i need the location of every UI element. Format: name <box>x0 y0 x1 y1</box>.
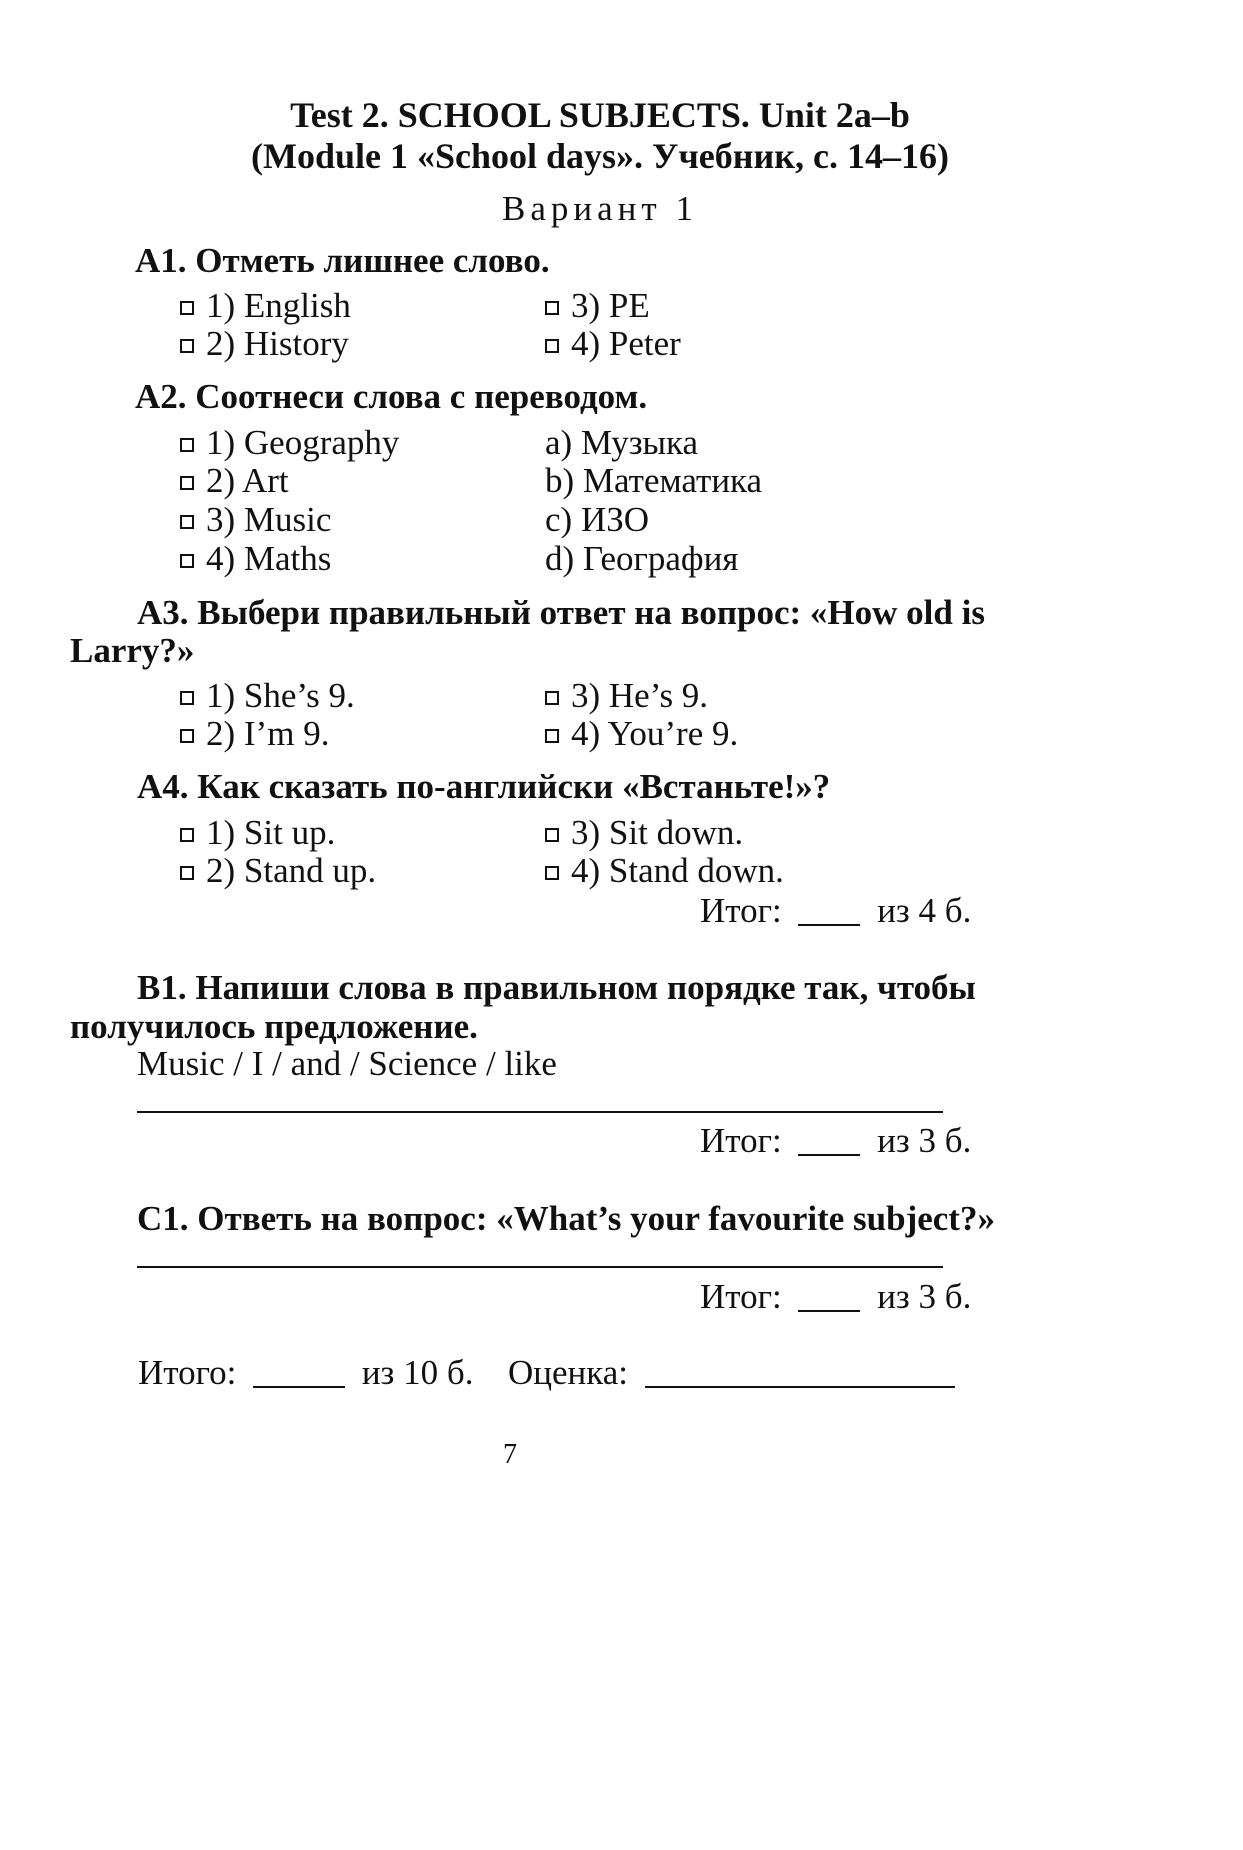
a4-option-3[interactable]: 3) Sit down. <box>545 810 743 855</box>
total-blank[interactable] <box>253 1356 345 1388</box>
checkbox-icon[interactable] <box>545 301 559 315</box>
checkbox-icon[interactable] <box>180 554 194 568</box>
checkbox-icon[interactable] <box>180 866 194 880</box>
score-blank[interactable] <box>798 1280 860 1312</box>
a-section-score: Итог: из 4 б. <box>700 891 972 930</box>
total-score: Итого: из 10 б. <box>138 1353 474 1392</box>
a2-word-2[interactable]: 2) Art <box>180 458 289 503</box>
checkbox-icon[interactable] <box>180 515 194 529</box>
question-a4: A4. Как сказать по-английски «Встаньте!»? <box>137 767 831 806</box>
a1-option-1[interactable]: 1) English <box>180 283 351 328</box>
page-number: 7 <box>503 1439 517 1470</box>
a1-option-4[interactable]: 4) Peter <box>545 321 681 366</box>
checkbox-icon[interactable] <box>180 301 194 315</box>
b-section-score: Итог: из 3 б. <box>700 1121 972 1160</box>
a2-translation-b: b) Математика <box>545 461 763 500</box>
question-a2: A2. Соотнеси слова с переводом. <box>135 377 648 416</box>
a2-translation-d: d) География <box>545 539 739 578</box>
b1-word-list: Music / I / and / Science / like <box>137 1044 557 1083</box>
a3-option-1[interactable]: 1) She’s 9. <box>180 673 355 718</box>
test-title-line1: Test 2. SCHOOL SUBJECTS. Unit 2a–b <box>290 95 910 135</box>
a4-option-1[interactable]: 1) Sit up. <box>180 810 335 855</box>
grade-blank[interactable] <box>645 1356 955 1388</box>
question-a3-line2: Larry?» <box>70 631 195 670</box>
checkbox-icon[interactable] <box>180 828 194 842</box>
c1-answer-line[interactable] <box>137 1266 943 1268</box>
a4-option-2[interactable]: 2) Stand up. <box>180 848 376 893</box>
checkbox-icon[interactable] <box>545 691 559 705</box>
checkbox-icon[interactable] <box>180 691 194 705</box>
checkbox-icon[interactable] <box>180 729 194 743</box>
question-b1-line1: B1. Напиши слова в правильном порядке так, чтобы <box>137 968 976 1007</box>
a4-option-4[interactable]: 4) Stand down. <box>545 848 784 893</box>
a3-option-4[interactable]: 4) You’re 9. <box>545 711 738 756</box>
a2-translation-a: a) Музыка <box>545 423 699 462</box>
a2-word-1[interactable]: 1) Geography <box>180 420 399 465</box>
checkbox-icon[interactable] <box>180 339 194 353</box>
a1-option-2[interactable]: 2) History <box>180 321 349 366</box>
grade: Оценка: <box>508 1350 955 1395</box>
checkbox-icon[interactable] <box>545 729 559 743</box>
test-title-line2: (Module 1 «School days». Учебник, с. 14–16) <box>251 136 949 176</box>
b1-answer-line[interactable] <box>137 1111 943 1113</box>
checkbox-icon[interactable] <box>545 866 559 880</box>
a2-translation-c: c) ИЗО <box>545 500 650 539</box>
score-blank[interactable] <box>798 894 860 926</box>
question-b1-line2: получилось предложение. <box>70 1007 478 1046</box>
a2-word-3[interactable]: 3) Music <box>180 497 331 542</box>
checkbox-icon[interactable] <box>545 339 559 353</box>
question-a3-line1: A3. Выбери правильный ответ на вопрос: «How old is <box>137 593 985 632</box>
score-blank[interactable] <box>798 1124 860 1156</box>
question-a1: A1. Отметь лишнее слово. <box>135 241 550 280</box>
a3-option-3[interactable]: 3) He’s 9. <box>545 673 708 718</box>
checkbox-icon[interactable] <box>545 828 559 842</box>
variant-label: Вариант 1 <box>502 189 698 228</box>
a2-word-4[interactable]: 4) Maths <box>180 536 331 581</box>
question-c1: C1. Ответь на вопрос: «What’s your favourite subject?» <box>137 1199 995 1238</box>
checkbox-icon[interactable] <box>180 438 194 452</box>
a1-option-3[interactable]: 3) PE <box>545 283 650 328</box>
c-section-score: Итог: из 3 б. <box>700 1277 972 1316</box>
checkbox-icon[interactable] <box>180 476 194 490</box>
a3-option-2[interactable]: 2) I’m 9. <box>180 711 329 756</box>
